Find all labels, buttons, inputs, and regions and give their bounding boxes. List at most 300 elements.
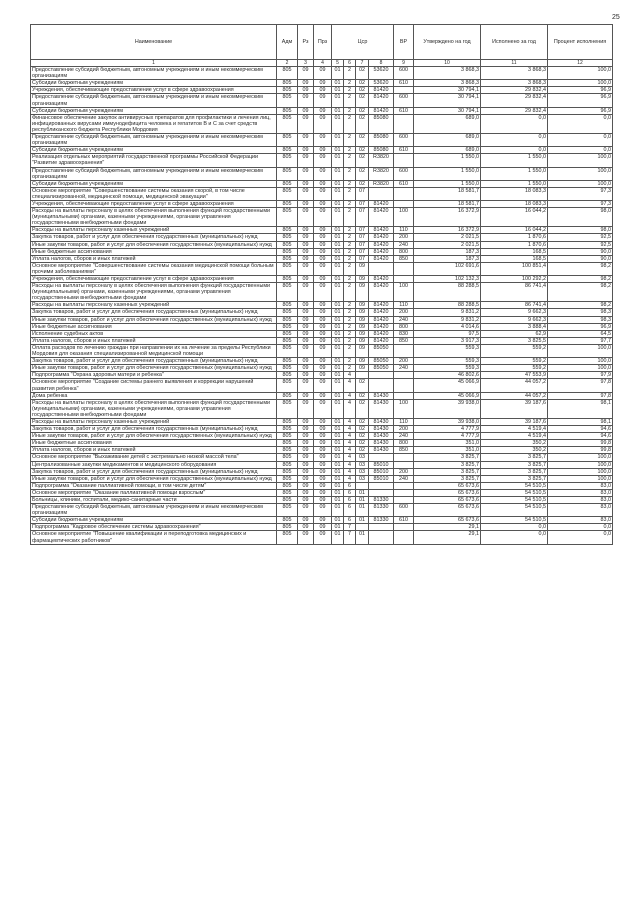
prz-code: 09 [314,372,332,379]
csr-part-4: 85010 [369,468,394,475]
csr-part-3: 02 [356,87,369,94]
csr-part-1: 01 [332,234,344,241]
approved-amount: 689,0 [414,114,481,133]
approved-amount: 4 014,6 [414,323,481,330]
adm-code: 805 [277,517,298,524]
csr-part-3: 09 [356,323,369,330]
table-row [31,114,613,133]
vr-code: 240 [394,241,414,248]
adm-code: 805 [277,454,298,461]
csr-part-4: 81420 [369,241,394,248]
execution-percent: 98,1 [548,399,613,418]
adm-code: 805 [277,87,298,94]
vr-code: 610 [394,180,414,187]
item-name: Подпрограмма "Кадровое обеспечение системы здравоохранения" [31,524,277,531]
rz-code: 09 [298,114,314,133]
csr-part-4: R3820 [369,167,394,180]
item-name: Предоставление субсидий бюджетным, автономным учреждениям и иным некоммерческим организациям [31,167,277,180]
table-row [31,426,613,433]
table-row [31,330,613,337]
item-name: Иные закупки товаров, работ и услуг для обеспечения государственных (муниципальных) нужд [31,241,277,248]
csr-part-1: 01 [332,107,344,114]
approved-amount: 65 673,6 [414,504,481,517]
csr-part-2: 2 [344,167,356,180]
item-name: Дома ребенка [31,392,277,399]
header-vr: ВР [394,25,414,60]
table-row [31,276,613,283]
adm-code: 805 [277,80,298,87]
item-name: Предоставление субсидий бюджетным, автономным учреждениям и иным некоммерческим организациям [31,94,277,107]
approved-amount: 9 831,2 [414,309,481,316]
csr-part-4: 81420 [369,302,394,309]
execution-percent: 100,0 [548,475,613,482]
execution-percent: 83,0 [548,504,613,517]
execution-percent: 100,0 [548,154,613,167]
executed-amount: 39 187,6 [481,399,548,418]
csr-part-4: 85080 [369,134,394,147]
item-name: Закупка товаров, работ и услуг для обеспечения государственных (муниципальных) нужд [31,358,277,365]
executed-amount: 1 550,0 [481,154,548,167]
approved-amount: 2 021,5 [414,234,481,241]
adm-code: 805 [277,489,298,496]
rz-code: 09 [298,365,314,372]
table-row [31,241,613,248]
prz-code: 09 [314,489,332,496]
executed-amount: 16 044,2 [481,208,548,227]
csr-part-2: 4 [344,418,356,425]
item-name: Исполнение судебных актов [31,330,277,337]
csr-part-1: 01 [332,531,344,544]
execution-percent: 100,0 [548,167,613,180]
csr-part-3: 02 [356,114,369,133]
csr-part-2: 2 [344,87,356,94]
execution-percent: 96,9 [548,94,613,107]
prz-code: 09 [314,134,332,147]
csr-part-4: 81430 [369,440,394,447]
table-row [31,365,613,372]
vr-code [394,461,414,468]
csr-part-1: 01 [332,433,344,440]
rz-code: 09 [298,167,314,180]
csr-part-4: 81420 [369,255,394,262]
prz-code: 09 [314,504,332,517]
header-csr: Цср [332,25,394,60]
column-index: 10 [414,60,481,67]
csr-part-4: 85050 [369,358,394,365]
csr-part-4: 81420 [369,309,394,316]
prz-code: 09 [314,208,332,227]
execution-percent: 83,0 [548,482,613,489]
prz-code: 09 [314,482,332,489]
csr-part-3: 02 [356,447,369,454]
table-row [31,167,613,180]
csr-part-4: R3820 [369,180,394,187]
item-name: Уплата налогов, сборов и иных платежей [31,255,277,262]
item-name: Субсидии бюджетным учреждениям [31,147,277,154]
csr-part-1: 01 [332,227,344,234]
approved-amount: 2 021,5 [414,241,481,248]
execution-percent: 92,5 [548,234,613,241]
vr-code: 240 [394,475,414,482]
csr-part-3: 02 [356,399,369,418]
csr-part-2: 2 [344,208,356,227]
prz-code: 09 [314,379,332,392]
executed-amount: 0,0 [481,147,548,154]
adm-code: 805 [277,154,298,167]
csr-part-2: 2 [344,200,356,207]
csr-part-4: 81420 [369,87,394,94]
csr-part-2: 4 [344,461,356,468]
prz-code: 09 [314,399,332,418]
csr-part-4: 81420 [369,234,394,241]
execution-percent: 96,9 [548,87,613,94]
vr-code: 240 [394,433,414,440]
csr-part-3: 09 [356,316,369,323]
approved-amount: 30 794,1 [414,107,481,114]
csr-part-4: 85050 [369,365,394,372]
approved-amount: 3 825,7 [414,468,481,475]
csr-part-2: 2 [344,134,356,147]
executed-amount: 350,2 [481,440,548,447]
approved-amount: 65 673,6 [414,489,481,496]
vr-code [394,87,414,94]
executed-amount: 44 057,2 [481,379,548,392]
csr-part-4: 81420 [369,208,394,227]
rz-code: 09 [298,208,314,227]
csr-part-2: 7 [344,524,356,531]
executed-amount: 54 510,5 [481,517,548,524]
vr-code: 200 [394,309,414,316]
csr-part-3: 09 [356,276,369,283]
item-name: Учреждения, обеспечивающие предоставление услуг в сфере здравоохранения [31,87,277,94]
csr-part-4: 81330 [369,497,394,504]
rz-code: 09 [298,154,314,167]
rz-code: 09 [298,276,314,283]
executed-amount: 4 519,4 [481,433,548,440]
csr-part-1: 01 [332,80,344,87]
header-rz: Рз [298,25,314,60]
csr-part-1: 01 [332,475,344,482]
executed-amount: 0,0 [481,524,548,531]
executed-amount: 54 510,5 [481,489,548,496]
table-row [31,517,613,524]
csr-part-3: 09 [356,344,369,357]
csr-part-1: 01 [332,468,344,475]
adm-code: 805 [277,302,298,309]
execution-percent: 98,2 [548,262,613,275]
csr-part-2: 2 [344,241,356,248]
table-row [31,454,613,461]
vr-code [394,482,414,489]
executed-amount: 559,2 [481,358,548,365]
approved-amount: 39 938,0 [414,418,481,425]
approved-amount: 1 550,0 [414,154,481,167]
table-row [31,323,613,330]
vr-code: 240 [394,316,414,323]
prz-code: 09 [314,418,332,425]
execution-percent: 99,8 [548,447,613,454]
item-name: Иные закупки товаров, работ и услуг для обеспечения государственных (муниципальных) нужд [31,475,277,482]
csr-part-1: 01 [332,67,344,80]
prz-code: 09 [314,241,332,248]
executed-amount: 44 057,2 [481,392,548,399]
execution-percent: 0,0 [548,134,613,147]
item-name: Основное мероприятие "Оказание паллиативной помощи взрослым" [31,489,277,496]
csr-part-1: 01 [332,241,344,248]
vr-code: 600 [394,167,414,180]
item-name: Уплата налогов, сборов и иных платежей [31,447,277,454]
item-name: Субсидии бюджетным учреждениям [31,180,277,187]
csr-part-2: 2 [344,302,356,309]
approved-amount: 65 673,6 [414,517,481,524]
approved-amount: 45 066,9 [414,392,481,399]
csr-part-2: 6 [344,517,356,524]
approved-amount: 65 673,6 [414,482,481,489]
csr-part-4 [369,372,394,379]
approved-amount: 3 825,7 [414,454,481,461]
vr-code: 610 [394,147,414,154]
csr-part-2: 4 [344,454,356,461]
table-row [31,379,613,392]
csr-part-4: 85010 [369,475,394,482]
item-name: Основное мероприятие "Выхаживание детей с экстремально низкой массой тела" [31,454,277,461]
execution-percent: 98,2 [548,283,613,302]
prz-code: 09 [314,67,332,80]
table-row [31,180,613,187]
executed-amount: 1 870,6 [481,241,548,248]
vr-code: 850 [394,255,414,262]
adm-code: 805 [277,309,298,316]
csr-part-4 [369,454,394,461]
csr-part-1: 01 [332,489,344,496]
vr-code [394,489,414,496]
rz-code: 09 [298,454,314,461]
csr-part-2: 2 [344,255,356,262]
csr-part-1: 01 [332,454,344,461]
table-row [31,227,613,234]
execution-percent: 92,5 [548,241,613,248]
header-name: Наименование [31,25,277,60]
prz-code: 09 [314,440,332,447]
adm-code: 805 [277,241,298,248]
csr-part-4: 85050 [369,344,394,357]
csr-part-4: 81430 [369,426,394,433]
table-row [31,200,613,207]
table-row [31,418,613,425]
adm-code: 805 [277,531,298,544]
table-row [31,504,613,517]
adm-code: 805 [277,147,298,154]
rz-code: 09 [298,344,314,357]
adm-code: 805 [277,208,298,227]
csr-part-3: 07 [356,234,369,241]
csr-part-4 [369,531,394,544]
csr-part-3: 01 [356,504,369,517]
csr-part-4: 81420 [369,316,394,323]
executed-amount: 54 510,5 [481,482,548,489]
column-index: 8 [369,60,394,67]
item-name: Закупка товаров, работ и услуг для обеспечения государственных (муниципальных) нужд [31,309,277,316]
rz-code: 09 [298,482,314,489]
csr-part-2: 7 [344,531,356,544]
item-name: Расходы на выплаты персоналу казенных учреждений [31,418,277,425]
rz-code: 09 [298,497,314,504]
execution-percent: 83,0 [548,497,613,504]
prz-code: 09 [314,323,332,330]
csr-part-4: 81420 [369,276,394,283]
execution-percent: 98,2 [548,302,613,309]
table-row [31,392,613,399]
vr-code: 800 [394,440,414,447]
execution-percent: 94,6 [548,426,613,433]
vr-code [394,114,414,133]
csr-part-3: 02 [356,107,369,114]
csr-part-2: 2 [344,337,356,344]
csr-part-4 [369,379,394,392]
csr-part-3: 01 [356,531,369,544]
prz-code: 09 [314,524,332,531]
item-name: Субсидии бюджетным учреждениям [31,80,277,87]
adm-code: 805 [277,337,298,344]
executed-amount: 168,5 [481,248,548,255]
adm-code: 805 [277,365,298,372]
adm-code: 805 [277,330,298,337]
prz-code: 09 [314,447,332,454]
prz-code: 09 [314,227,332,234]
approved-amount: 29,1 [414,524,481,531]
item-name: Расходы на выплаты персоналу казенных учреждений [31,227,277,234]
prz-code: 09 [314,433,332,440]
csr-part-3: 02 [356,180,369,187]
column-index: 3 [298,60,314,67]
table-row [31,337,613,344]
prz-code: 09 [314,147,332,154]
rz-code: 09 [298,392,314,399]
csr-part-2: 2 [344,67,356,80]
item-name: Реализация отдельных мероприятий государственной программы Российской Федерации "Развитие здравоохранения" [31,154,277,167]
item-name: Подпрограмма "Оказание паллиативной помощи, в том числе детям" [31,482,277,489]
rz-code: 09 [298,399,314,418]
approved-amount: 3 917,3 [414,337,481,344]
table-row [31,316,613,323]
item-name: Уплата налогов, сборов и иных платежей [31,337,277,344]
execution-percent: 98,3 [548,309,613,316]
table-row [31,358,613,365]
rz-code: 09 [298,227,314,234]
csr-part-4: 85010 [369,461,394,468]
csr-part-4: 81420 [369,94,394,107]
item-name: Оплата расходов по лечению граждан при направлении их на лечение за пределы Республики Мордовия для оказания специализированной медицинской помощи [31,344,277,357]
item-name: Закупка товаров, работ и услуг для обеспечения государственных (муниципальных) нужд [31,426,277,433]
table-row [31,248,613,255]
adm-code: 805 [277,255,298,262]
csr-part-1: 01 [332,461,344,468]
adm-code: 805 [277,234,298,241]
csr-part-3: 02 [356,433,369,440]
column-index: 6 [344,60,356,67]
csr-part-2: 2 [344,248,356,255]
prz-code: 09 [314,276,332,283]
csr-part-1: 01 [332,255,344,262]
execution-percent: 99,8 [548,440,613,447]
vr-code: 600 [394,94,414,107]
executed-amount: 47 553,9 [481,372,548,379]
table-row [31,147,613,154]
approved-amount: 559,3 [414,344,481,357]
csr-part-3: 01 [356,517,369,524]
csr-part-4: 81430 [369,418,394,425]
executed-amount: 62,9 [481,330,548,337]
prz-code: 09 [314,497,332,504]
approved-amount: 88 288,5 [414,302,481,309]
adm-code: 805 [277,372,298,379]
executed-amount: 1 870,6 [481,234,548,241]
csr-part-4: R3820 [369,154,394,167]
table-row [31,497,613,504]
table-row [31,154,613,167]
csr-part-4: 81420 [369,323,394,330]
csr-part-1: 01 [332,147,344,154]
csr-part-2: 4 [344,392,356,399]
adm-code: 805 [277,447,298,454]
csr-part-4: 81420 [369,227,394,234]
rz-code: 09 [298,87,314,94]
table-row [31,94,613,107]
prz-code: 09 [314,344,332,357]
approved-amount: 1 550,0 [414,180,481,187]
executed-amount: 18 083,3 [481,187,548,200]
executed-amount: 16 044,2 [481,227,548,234]
prz-code: 09 [314,87,332,94]
item-name: Закупка товаров, работ и услуг для обеспечения государственных (муниципальных) нужд [31,468,277,475]
approved-amount: 187,3 [414,248,481,255]
adm-code: 805 [277,399,298,418]
vr-code: 800 [394,323,414,330]
csr-part-3: 07 [356,200,369,207]
item-name: Учреждения, обеспечивающие предоставление услуг в сфере здравоохранения [31,200,277,207]
csr-part-1: 01 [332,262,344,275]
rz-code: 09 [298,200,314,207]
adm-code: 805 [277,344,298,357]
vr-code: 100 [394,208,414,227]
csr-part-2: 2 [344,365,356,372]
prz-code: 09 [314,454,332,461]
adm-code: 805 [277,134,298,147]
rz-code: 09 [298,379,314,392]
budget-table [30,24,613,545]
prz-code: 09 [314,531,332,544]
execution-percent: 97,7 [548,337,613,344]
rz-code: 09 [298,134,314,147]
csr-part-1: 01 [332,154,344,167]
csr-part-3: 07 [356,227,369,234]
csr-part-3: 09 [356,365,369,372]
csr-part-1: 01 [332,167,344,180]
csr-part-4 [369,482,394,489]
csr-part-1: 01 [332,248,344,255]
rz-code: 09 [298,517,314,524]
column-index: 5 [332,60,344,67]
execution-percent: 0,0 [548,531,613,544]
csr-part-4: 81330 [369,504,394,517]
executed-amount: 3 825,7 [481,454,548,461]
csr-part-1: 01 [332,276,344,283]
execution-percent: 97,9 [548,372,613,379]
prz-code: 09 [314,309,332,316]
execution-percent: 0,0 [548,524,613,531]
vr-code: 200 [394,358,414,365]
csr-part-2: 2 [344,234,356,241]
